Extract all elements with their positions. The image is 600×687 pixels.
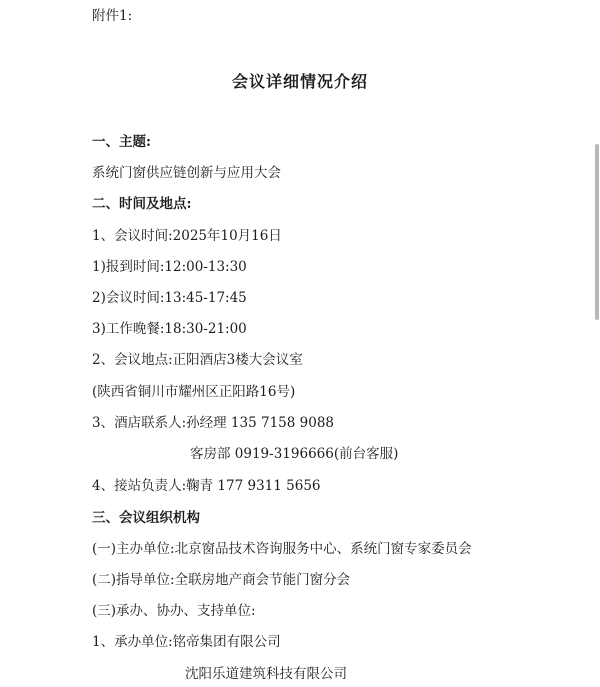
front-desk-phone: 客房部 0919-3196666(前台客服) xyxy=(190,446,399,462)
hotel-contact: 3、酒店联系人:孙经理 135 7158 9088 xyxy=(92,415,334,431)
checkin-time: 1)报到时间:12:00-13:30 xyxy=(92,259,247,275)
organizer-unit-2: 沈阳乐道建筑科技有限公司 xyxy=(185,666,347,682)
guidance-organization: (二)指导单位:全联房地产商会节能门窗分会 xyxy=(92,572,351,588)
document-title: 会议详细情况介绍 xyxy=(231,72,368,91)
section1-heading: 一、主题: xyxy=(92,134,151,150)
theme-text: 系统门窗供应链创新与应用大会 xyxy=(92,165,281,181)
host-organizations: (一)主办单位:北京窗品技术咨询服务中心、系统门窗专家委员会 xyxy=(92,541,472,557)
attachment-label: 附件1: xyxy=(92,8,133,24)
meeting-venue: 2、会议地点:正阳酒店3楼大会议室 xyxy=(92,352,303,368)
section3-heading: 三、会议组织机构 xyxy=(92,510,200,526)
venue-address: (陕西省铜川市耀州区正阳路16号) xyxy=(92,384,296,400)
section2-heading: 二、时间及地点: xyxy=(92,196,192,212)
organizer-unit: 1、承办单位:铭帝集团有限公司 xyxy=(92,634,281,650)
meeting-date: 1、会议时间:2025年10月16日 xyxy=(92,228,282,244)
pickup-contact: 4、接站负责人:鞠青 177 9311 5656 xyxy=(92,478,321,494)
vertical-scrollbar[interactable] xyxy=(595,144,599,320)
support-heading: (三)承办、协办、支持单位: xyxy=(92,603,256,619)
meeting-time: 2)会议时间:13:45-17:45 xyxy=(92,290,247,306)
dinner-time: 3)工作晚餐:18:30-21:00 xyxy=(92,321,247,337)
